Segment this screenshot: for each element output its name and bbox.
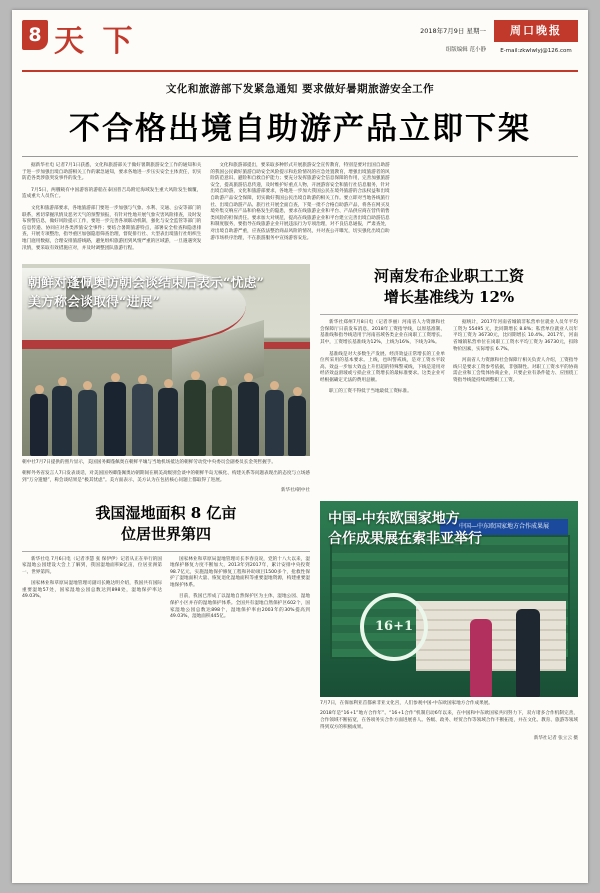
korea-story — [22, 264, 310, 492]
lead-column-1 — [22, 163, 201, 257]
person-figure — [212, 386, 232, 456]
ceec-headline-line-1: 中国-中东欧国家地方 — [328, 510, 460, 527]
person-figure — [132, 384, 153, 456]
head-shape — [111, 373, 120, 382]
head-shape — [35, 385, 44, 394]
henan-headline-line-2: 增长基准线为 12% — [383, 288, 515, 307]
ceec-headline — [328, 509, 570, 549]
head-shape — [270, 381, 279, 390]
wetland-column-1 — [22, 557, 162, 626]
middle-section — [22, 264, 578, 492]
issue-date: 2018年7月9日 星期一 — [420, 27, 486, 35]
henan-wage-story — [320, 264, 578, 492]
head-shape — [293, 387, 302, 396]
wetland-headline-line-1: 我国湿地面积 8 亿亩 — [95, 503, 237, 522]
wetland-body — [22, 557, 310, 626]
henan-divider — [320, 314, 578, 315]
head-shape — [138, 375, 147, 384]
editor-credit: 组版编辑 范小静 — [445, 47, 486, 53]
person-figure — [158, 388, 178, 456]
headline-divider — [22, 156, 578, 157]
head-shape — [191, 371, 200, 380]
wetland-headline — [22, 503, 310, 545]
crowd-illustration — [22, 348, 310, 456]
ceec-photo-credit: 新华社记者 张立云 摄 — [533, 735, 578, 741]
ceec-caption-1: 7月7日，在保加利亚首都索非亚文化宫，人们参观中国-中东欧国家地方合作成果展。 — [320, 700, 493, 706]
person-figure — [265, 390, 284, 456]
korea-headline-line-1: 朝鲜对蓬佩奥访朝会谈结束后表示“忧虑” — [28, 276, 264, 292]
expo-banner: 中国—中东欧国家地方合作成果展 — [440, 519, 568, 535]
paragraph: 文化和旅游部提出，要采取多种形式开展旅游安全宣传教育，特别是要对出国自助游的我国公民做好旅游自助安全风险提示和危险情况的应急处置教育，增强出境旅游者的风险防范意识、避险和自救自护能力；要充分发挥旅游安全信息保障的作用，完善加强旅游安全，提高旅游信息传递，及时维护好重点人物，开展游客安全和旅行社信息服务，针对出境自助游，文化和旅游部要求，各地进一步加大我国公民在境外旅游的合法权益和出境自助游产品安全保障，切实做好我国公民出境自助游的相关工作。要立即对当地各线旅行社、出境自助游产品、旅行社开展全面自查，下架一批不合格自助游产品，将各在网买及境外集交响应产品和价格发生的隐患，要求在线旅游企业和平台、产品供应商在营传销售类风险的担保责任。要求加大对规范，提高在线旅游企业和平台建立完善出境自助游信息和制度服务，要指导在线旅游企业开展违法行为专项治理，对不良信息通报，严肃查处，对出境自助游严重，应查依法整治商品风险的情况，并对查公开曝光，切实强化出境自助游市场秩序治理，不在旅游服务中宣扬游客安危。 — [210, 163, 390, 241]
korea-photo-credit: 新华社/朝中社 — [280, 487, 310, 493]
paragraph: 河南省人力资源和社会保障厅相关负责人介绍，工资指导线只是要求工资参考依据，非强制性。对职工工资水平的协商需企业和工会集体协商企业，只要企业有条件能力、应围绕工资指导线能持续调整职工工资。 — [453, 358, 578, 383]
person-figure — [52, 386, 72, 456]
contact-email: E-mail:zkwlwlyj@126.com — [500, 48, 572, 54]
henan-column-1 — [320, 320, 445, 401]
henan-headline-line-1: 河南发布企业职工工资 — [373, 267, 524, 286]
head-shape — [83, 381, 92, 390]
korea-caption-2: 朝鲜外务省发言人7日发表谈话，对美国国务卿蓬佩奥访朝期间在朝美高级别会谈中的朝鲜半岛无核化、构建关系等问题表现出的态度与立场感到“万分遗憾”，称会谈结果是“极其忧虑”。美方面表示，美方认为在包括核心问题上都取得了进展。 — [22, 470, 310, 483]
newspaper-logo: 周口晚报 — [494, 20, 578, 42]
korea-caption-1: 朝中社7月7日提供的照片显示，美国国务卿蓬佩奥在朝鲜平壤与当地机场抵达的朝鲜劳动党中央委员会副委员长金英哲握手。 — [22, 460, 276, 466]
paragraph: 国家林业和草原局湿地管理司长李春良说，党的十八大以来，湿地保护修复力度不断加大，2013年到2017年，累计安排中央投资98.7亿元，实施湿地保护修复工程和补助项目1500多个，抢救性保护了湿地面积大量、恢复退化湿地面积等重要湿地资源，构建重要湿地保护体系。 — [170, 556, 310, 588]
newspaper-page — [12, 10, 588, 883]
head-shape — [58, 377, 67, 386]
wetland-headline-line-2: 位居世界第四 — [120, 524, 211, 543]
section-title: 天 下 — [54, 24, 137, 59]
person-figure — [184, 380, 206, 456]
korea-headline-line-2: 美方称会谈取得“进展” — [28, 295, 160, 311]
paragraph: 文化和旅游部要求，各地旅游部门要进一步加强与气象、水利、交通、公安等部门的联系，密切掌握汛情及恶劣天气的预警预报，有针对性地开展气象灾害风险排查，及时发布预警信息，做好风险提示工作，要进一步完善各项联动机制，强化与安全监管等部门的信息传递、协同应对各类涉旅安全事件；要结合暑期旅游特点，部署安全检查和隐患排查，开展专项整治，指导重区加强隐患筛查治理，督促排行社、大型表出境旅行社组织生地门庭用数据，合理安排旅游线路，避免组织旅游团到风情严重的区域游，一旦遇遇突发汛情，要采取有效措施应对，并及时调整团队旅游行程。 — [22, 205, 202, 251]
korea-photo-headline — [28, 274, 304, 312]
lead-headline: 不合格出境自助游产品立即下架 — [69, 111, 531, 147]
ceec-caption-2: 2018年是“16+1”地方合作年”。“16+1合作”机制启动6年以来，在中国和中东欧国家共同努力下，双方诸多合作机制完善，合作领域不断拓宽，在各项务实合作方面进展喜人。各级、政务、经贸合作等领域合作不断拓宽，并在文化、教育、旅游等领域得到双方的积极成果。 — [320, 711, 578, 730]
page-number-badge: 8 — [22, 20, 48, 50]
head-shape — [164, 379, 173, 388]
lead-column-3 — [399, 163, 578, 257]
person-figure — [30, 394, 48, 456]
expo-ring-logo: 16+1 — [360, 593, 428, 661]
wetland-divider — [22, 551, 310, 552]
henan-headline — [320, 266, 578, 308]
paragraph: 目前，我国已形成了以湿地自然保护区为主体，湿地公园、湿地保护小区并存的湿地保护体系。全国共有湿地自然保护区602个，国家湿地公园总数达898个，湿地保护率由2003年的30%提高到49.03%，湿地面积445亿。 — [170, 594, 310, 620]
lead-body — [22, 163, 578, 257]
bottom-section — [22, 501, 578, 741]
korea-photo — [22, 264, 310, 456]
paragraph: 据统计，2017年河南省城镇非私营单位就业人员年平均工资为 55495 元，比同期增长 8.8%；私营单位就业人员年平均工资为 36730元，比同期增长 10.4%。2017年，河南省城镇私营单位在岗职工工资水平均工资为 36730元，扣除物价因素，实际增长 6.7%。 — [453, 320, 578, 352]
masthead — [22, 18, 578, 72]
henan-column-2 — [453, 320, 578, 401]
visitor-figure — [516, 609, 540, 697]
wetland-story — [22, 501, 310, 741]
paragraph: 新华社电 7月6日电（记者李慧 张 保伊伊）记者从正在举行的国家湿地公园建设大会上了解到，我国湿地面积8亿亩，位居亚洲第一、世界第四。 — [22, 556, 162, 575]
paragraph: 国家林业和草原局湿地管理司副司长鲍达明介绍，我国共有国际重要湿地57处，国家湿地公园总数达到898处，湿地保护率达49.03%。 — [22, 581, 162, 600]
lead-column-2 — [210, 163, 389, 257]
head-shape — [244, 373, 253, 382]
paragraph: 职工的工资不得低于当地最低工资标准。 — [329, 389, 412, 395]
paragraph: 7月5日，两艘载有中国游客的游船在泰国普吉岛附近海域发生重大风险发生倾覆，造成重大人员伤亡。 — [22, 187, 202, 200]
ceec-photo — [320, 501, 578, 697]
wetland-column-2 — [170, 557, 310, 626]
paragraph: 新华社郑州7月8日电（记者李丽）河南省人力资源和社会保障厅日前发布消息，2018年工资指导线，以原基准制、基准线和指导线适用于河南省域各类企业在岗职工工资增长。其中，工资增长基准线为12%，上线为16%，下线为3%。 — [320, 320, 445, 345]
henan-body — [320, 320, 578, 401]
lead-kicker: 文化和旅游部下发紧急通知 要求做好暑期旅游安全工作 — [165, 83, 435, 95]
person-figure — [288, 396, 306, 456]
person-figure — [104, 382, 126, 456]
person-figure — [238, 382, 259, 456]
paragraph: 据新华社电 记者7月1日获悉，文化和旅游部关于做好暑期旅游安全工作的通知和关于进一步加强出境自助游相关工作的紧急通知，要求各地进一步压实安全主体责任，切实防范各类涉旅突发事件的发生。 — [22, 163, 202, 182]
paragraph: 基准线是对大多数生产发展、经济效益正常增长的工业单位所采用的基本要求。上线，也叫警戒线，是对工资水平较高、效益一步加大效益上升但超的特殊警戒线，下线是适用对经济效益滑坡或亏损企业工资增长的最标准要求。这类企业可经根据确定无法的费用总额。 — [320, 351, 445, 383]
head-shape — [218, 377, 227, 386]
visitor-figure — [470, 619, 492, 697]
ceec-story — [320, 501, 578, 741]
ceec-headline-line-2: 合作成果展在索非亚举行 — [328, 530, 482, 547]
person-figure — [78, 390, 97, 456]
